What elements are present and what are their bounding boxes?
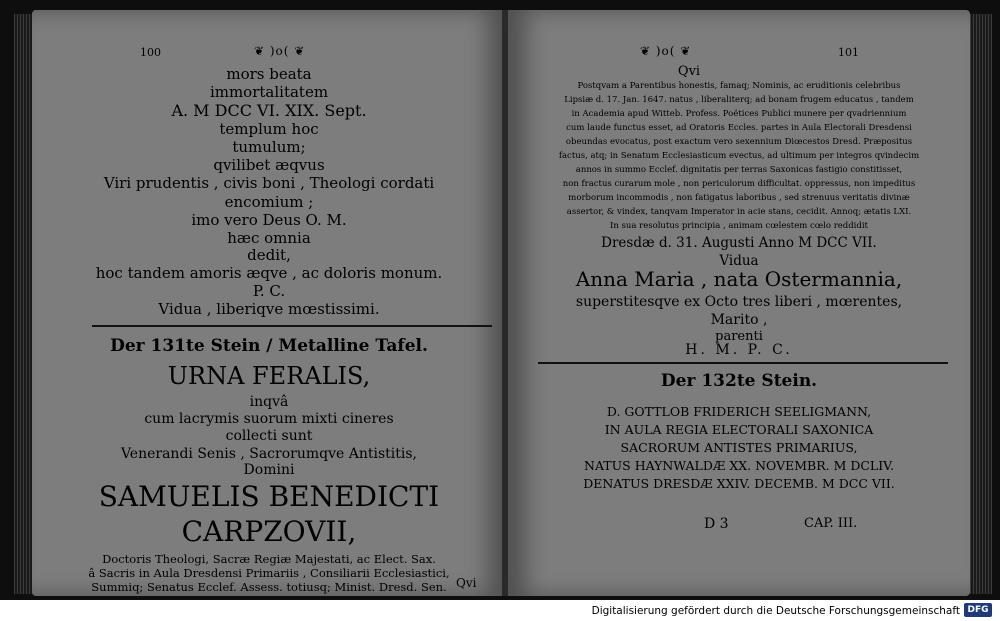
widow-name: Anna Maria , nata Ostermannia,: [575, 267, 903, 291]
text-line: P. C.: [252, 282, 286, 300]
left-ornament: ❦ )o( ❦: [254, 44, 306, 58]
text-line: Viri prudentis , civis boni , Theologi cordati: [103, 174, 435, 192]
caps-line: SACRORUM ANTISTES PRIMARIUS,: [620, 440, 858, 455]
text-line: Doctoris Theologi, Sacræ Regiæ Majestati, ac Elect. Sax.: [102, 552, 436, 566]
text-line: dedit,: [247, 246, 291, 264]
right-page-number: 101: [838, 46, 859, 59]
prose-line: Lipsiæ d. 17. Jan. 1647. natus , liberaliterq; ad bonam frugem educatus , tandem: [564, 95, 914, 105]
prose-line: non fractus curarum mole , non periculorum difficultat. oppressus, non impeditus: [562, 179, 916, 189]
prose-line: obeundas evocatus, post exactum vero sexennium Diœcestos Dresd. Præpositus: [565, 137, 913, 147]
section-heading: Der 132te Stein.: [660, 371, 818, 391]
vidua-line: Vidua: [719, 253, 759, 269]
right-page-edges: [970, 14, 992, 594]
text-line: mors beata: [226, 65, 312, 83]
text-line: Vidua , liberiqve mœstissimi.: [158, 300, 380, 318]
section-rule: [92, 325, 492, 327]
right-catchword: CAP. III.: [804, 516, 858, 531]
prose-line: in Academia apud Witteb. Profess. Poëtices Publici munere per qvadriennium: [571, 109, 907, 119]
prose-line: Postqvam a Parentibus honestis, famaq; Nominis, ac eruditionis celebribus: [577, 81, 901, 91]
text-line: parenti: [715, 329, 763, 344]
text-line: Venerandi Senis , Sacrorumqve Antistitis,: [120, 446, 417, 462]
signature-mark: D 3: [704, 516, 729, 532]
text-line: tumulum;: [232, 138, 306, 156]
prose-line: In sua resolutus principia , animam cœlestem cœlo reddidit: [610, 221, 868, 231]
text-line: â Sacris in Aula Dresdensi Primariis , Consiliarii Ecclesiastici,: [88, 566, 450, 580]
text-line: hoc tandem amoris æqve , ac doloris monum.: [95, 264, 443, 282]
caps-line: D. GOTTLOB FRIDERICH SEELIGMANN,: [606, 404, 872, 419]
text-line: Marito ,: [710, 312, 768, 328]
book: [14, 10, 992, 598]
dfg-logo: DFG: [964, 603, 992, 617]
prose-line: cum laude functus esset, ad Oratoris Eccles. partes in Aula Electorali Dresdensi: [566, 123, 912, 133]
text-line: H. M. P. C.: [685, 342, 793, 358]
survivors-line: superstitesqve ex Octo tres liberi , mœrentes,: [575, 294, 903, 310]
footer-credit: Digitalisierung gefördert durch die Deutsche Forschungsgemeinschaft: [591, 605, 960, 617]
prose-line: morborum incommodis , non fatigatus laboribus , sed strenuus veritatis divinæ: [568, 193, 910, 203]
left-page-edges: [14, 14, 34, 594]
right-top-word: Qvi: [677, 64, 701, 79]
section-heading: Der 131te Stein / Metalline Tafel.: [110, 336, 428, 356]
text-line: qvilibet æqvus: [213, 156, 325, 174]
text-line: inqvâ: [249, 394, 289, 410]
left-page-number: 100: [140, 46, 161, 59]
caps-line: IN AULA REGIA ELECTORALI SAXONICA: [604, 422, 874, 437]
footer-bar: [0, 600, 1000, 621]
text-line: imo vero Deus O. M.: [191, 211, 347, 229]
right-page: [508, 10, 970, 596]
caps-line: NATUS HAYNWALDÆ XX. NOVEMBR. M DCLIV.: [584, 458, 894, 473]
text-line: templum hoc: [219, 120, 319, 138]
section-rule: [538, 362, 948, 364]
date-line: Dresdæ d. 31. Augusti Anno M DCC VII.: [601, 235, 877, 251]
text-line: collecti sunt: [225, 428, 313, 444]
name-line-2: CARPZOVII,: [181, 515, 357, 548]
text-line: immortalitatem: [209, 83, 329, 101]
caps-line: DENATUS DRESDÆ XXIV. DECEMB. M DCC VII.: [583, 476, 895, 491]
name-line-1: SAMUELIS BENEDICTI: [98, 480, 440, 513]
text-line: Summiq; Senatus Ecclef. Assess. totiusq; Minist. Dresd. Sen.: [91, 580, 447, 594]
left-page: [32, 10, 506, 596]
text-line: cum lacrymis suorum mixti cineres: [144, 411, 394, 427]
prose-line: assertor, & vindex, tanqvam Imperator in acie stans, cecidit. Annoq; ætatis LXI.: [566, 207, 912, 217]
prose-line: annos in summo Ecclef. dignitatis per terras Saxonicas fastigio constitisset,: [575, 165, 903, 175]
text-line: encomium ;: [224, 193, 314, 211]
urna-title: URNA FERALIS,: [167, 362, 371, 390]
text-line: Domini: [243, 462, 295, 478]
right-ornament: ❦ )o( ❦: [640, 44, 692, 58]
prose-line: factus, atq; in Senatum Ecclesiasticum evectus, ad ultimum per integros qvindecim: [558, 151, 920, 161]
text-line: A. M DCC VI. XIX. Sept.: [171, 101, 367, 120]
text-line: hæc omnia: [227, 229, 311, 247]
left-catchword: Qvi: [456, 576, 477, 590]
